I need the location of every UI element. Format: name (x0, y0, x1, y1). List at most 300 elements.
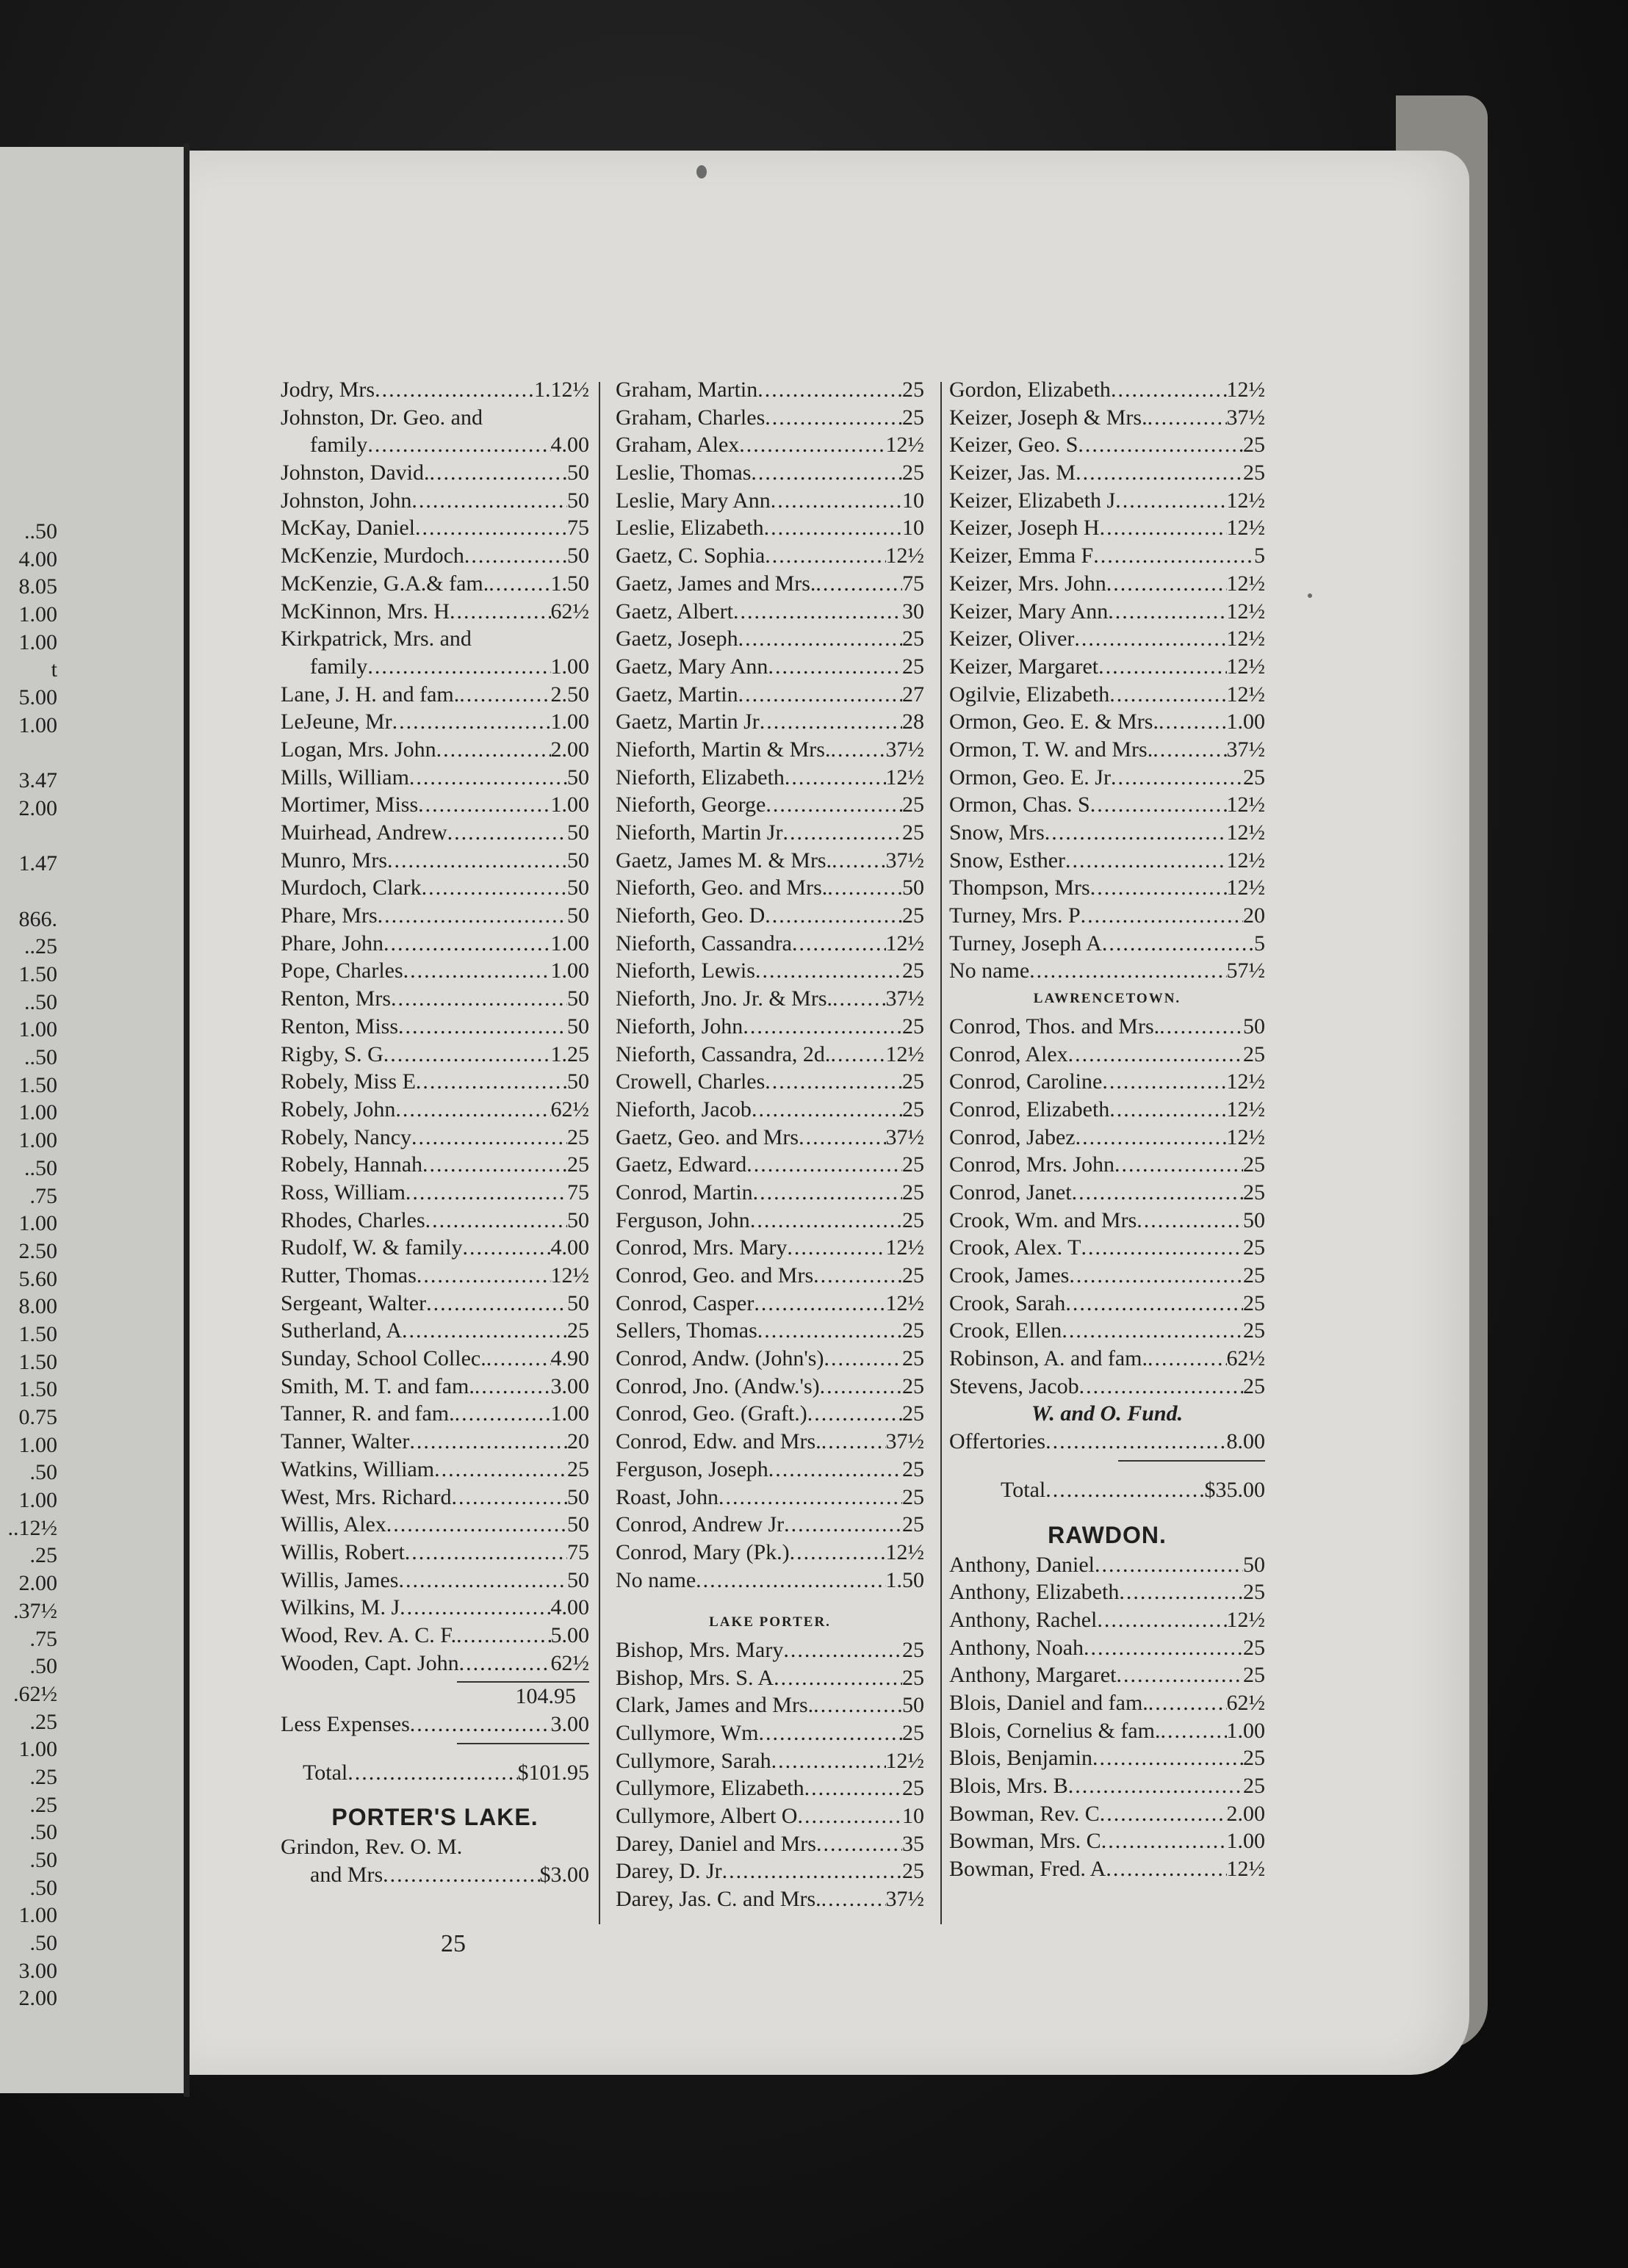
total-amount: $101.95 (517, 1760, 589, 1785)
ledger-entry (281, 376, 589, 404)
entry-amount: 1.00 (1226, 709, 1265, 734)
facing-amount: 1.00 (18, 1432, 57, 1457)
lake-porter-heading: LAKE PORTER. (709, 1614, 831, 1630)
entry-name: McKenzie, Murdoch (281, 543, 464, 568)
ledger-entry (281, 487, 589, 515)
entry-name: Renton, Mrs (281, 986, 391, 1011)
entry-amount: 12½ (885, 1539, 924, 1564)
entry-amount: 10 (902, 1804, 924, 1829)
ledger-entry (949, 1373, 1265, 1401)
entry-amount: 12½ (1226, 599, 1265, 624)
ledger-entry (616, 1747, 924, 1775)
entry-name: Blois, Cornelius & fam. (949, 1718, 1161, 1743)
entry-name: Keizer, Geo. S (949, 433, 1078, 458)
entry-name: Rigby, S. G (281, 1041, 383, 1066)
entry-amount: 12½ (1226, 378, 1265, 402)
entry-name: Keizer, Elizabeth J (949, 488, 1116, 513)
ledger-entry (281, 1373, 589, 1401)
entry-name: Gaetz, Edward (616, 1152, 747, 1177)
entry-name: Clark, James and Mrs. (616, 1693, 814, 1718)
entry-amount: 75 (567, 1539, 589, 1564)
entry-name: Conrod, Jno. (Andw.'s) (616, 1373, 820, 1398)
lake-porter-entries (616, 1636, 924, 1913)
facing-amount: 1.50 (18, 962, 57, 986)
entry-amount: 12½ (1226, 654, 1265, 679)
ledger-entry (949, 542, 1265, 570)
facing-amount: 1.47 (18, 851, 57, 876)
ledger-entry (281, 570, 589, 598)
entry-amount: 25 (1243, 1235, 1265, 1260)
entry-name: Robely, John (281, 1097, 396, 1122)
entry-amount: 12½ (885, 433, 924, 458)
ledger-entry (949, 1234, 1265, 1262)
entry-amount: 12½ (1226, 1857, 1265, 1882)
entry-amount: 1.00 (1226, 1718, 1265, 1743)
facing-amount: 1.00 (18, 602, 57, 627)
entry-amount: 4.90 (550, 1346, 589, 1371)
offertories-amount: 8.00 (1226, 1429, 1265, 1454)
entry-name: Keizer, Joseph & Mrs. (949, 405, 1148, 430)
ledger-entry (281, 1234, 589, 1262)
entry-amount: 37½ (885, 848, 924, 873)
entry-amount: 25 (1243, 765, 1265, 790)
ledger-entry (281, 1317, 589, 1345)
entry-amount: 4.00 (550, 1595, 589, 1620)
entry-amount: 50 (567, 1512, 589, 1537)
entry-amount: 25 (902, 1401, 924, 1426)
entry-name: Nieforth, Martin & Mrs. (616, 737, 831, 762)
entry-name: Roast, John (616, 1484, 719, 1509)
entry-amount: 25 (567, 1152, 589, 1177)
entry-name: Murdoch, Clark (281, 875, 422, 900)
ledger-entry (281, 1511, 589, 1539)
entry-amount: 25 (902, 1152, 924, 1177)
facing-amount: .62½ (13, 1681, 57, 1706)
facing-amount: 3.47 (18, 768, 57, 793)
entry-amount: 50 (567, 903, 589, 928)
facing-amount: 2.50 (18, 1238, 57, 1263)
ledger-entry (616, 1013, 924, 1041)
ledger-entry (616, 653, 924, 681)
facing-amount: ..50 (24, 519, 57, 543)
facing-amount (0, 740, 57, 768)
entry-amount: 1.00 (1226, 1829, 1265, 1854)
ledger-entry (281, 431, 589, 459)
entry-amount: 25 (1243, 433, 1265, 458)
ledger-entry (616, 1041, 924, 1069)
entry-amount: 25 (902, 1207, 924, 1232)
entry-amount: 25 (902, 1637, 924, 1662)
entry-amount: 50 (567, 848, 589, 873)
entry-name: Nieforth, Jacob (616, 1097, 752, 1122)
entry-name: Mortimer, Miss (281, 792, 419, 817)
entry-name: Anthony, Elizabeth (949, 1580, 1120, 1605)
entry-name: No name (616, 1567, 696, 1592)
entry-name: Conrod, Mrs. John (949, 1152, 1115, 1177)
entry-name: Leslie, Elizabeth (616, 516, 764, 541)
column-2-entries (616, 376, 924, 1594)
entry-amount: 1.00 (550, 709, 589, 734)
entry-name: Ferguson, John (616, 1207, 750, 1232)
lawrencetown-heading: LAWRENCETOWN. (1033, 991, 1181, 1007)
entry-name: Crook, Wm. and Mrs (949, 1207, 1137, 1232)
entry-name: Nieforth, Cassandra, 2d. (616, 1041, 831, 1066)
entry-name: Conrod, Jabez (949, 1124, 1076, 1149)
entry-amount: 50 (567, 875, 589, 900)
entry-amount: 25 (902, 1512, 924, 1537)
entry-amount: 25 (1243, 461, 1265, 485)
entry-amount: 1.00 (550, 931, 589, 956)
ledger-entry (616, 985, 924, 1013)
facing-amount: 1.00 (18, 1128, 57, 1153)
ledger-entry (949, 681, 1265, 709)
ledger-entry (281, 1345, 589, 1373)
entry-name: Conrod, Edw. and Mrs. (616, 1429, 821, 1454)
entry-name: Turney, Mrs. P (949, 903, 1081, 928)
entry-name: Ogilvie, Elizabeth (949, 682, 1110, 707)
entry-amount: 5.00 (550, 1622, 589, 1647)
ledger-entry (281, 957, 589, 985)
ledger-entry (949, 1772, 1265, 1800)
entry-amount: 2.00 (550, 737, 589, 762)
facing-amount: .50 (29, 1654, 57, 1679)
entry-name: Watkins, William (281, 1456, 435, 1481)
ledger-entry (616, 542, 924, 570)
facing-amount: ..25 (24, 934, 57, 959)
entry-name: Gaetz, Albert (616, 599, 733, 624)
entry-name: Gaetz, Joseph (616, 626, 738, 651)
entry-name: Johnston, Dr. Geo. and (281, 405, 483, 430)
ledger-entry (616, 1774, 924, 1802)
ledger-entry (616, 1345, 924, 1373)
entry-amount: 4.00 (550, 1235, 589, 1260)
entry-amount: 10 (902, 516, 924, 541)
entry-amount: 37½ (885, 737, 924, 762)
ledger-entry (281, 1151, 589, 1179)
ledger-entry (616, 902, 924, 930)
entry-amount: 50 (902, 1693, 924, 1718)
ledger-entry (949, 431, 1265, 459)
entry-amount: 12½ (885, 765, 924, 790)
entry-amount: 12½ (1226, 516, 1265, 541)
entry-name: McKinnon, Mrs. H (281, 599, 450, 624)
entry-amount: 50 (1243, 1552, 1265, 1577)
entry-name: Keizer, Jas. M (949, 461, 1076, 485)
ledger-entry (949, 736, 1265, 764)
entry-name: Ormon, Geo. E. & Mrs. (949, 709, 1159, 734)
ledger-entry (949, 1290, 1265, 1318)
wo-total-row (949, 1476, 1265, 1504)
entry-name: Robinson, A. and fam. (949, 1346, 1148, 1371)
facing-amount: 2.00 (18, 1571, 57, 1596)
entry-amount: 25 (902, 1859, 924, 1884)
ledger-entry (616, 1373, 924, 1401)
ledger-entry (949, 1717, 1265, 1745)
ledger-entry (281, 1539, 589, 1567)
ledger-entry (949, 1551, 1265, 1579)
ledger-entry (616, 1456, 924, 1484)
facing-amount: 1.50 (18, 1072, 57, 1097)
entry-amount: 25 (1243, 1774, 1265, 1798)
entry-name: Ormon, Geo. E. Jr (949, 765, 1111, 790)
entry-amount: 25 (902, 1014, 924, 1039)
ledger-entry (949, 1606, 1265, 1634)
entry-name: Gaetz, James and Mrs. (616, 571, 816, 596)
entry-name: Blois, Benjamin (949, 1746, 1092, 1771)
entry-name: Anthony, Margaret (949, 1663, 1117, 1688)
ledger-entry (281, 404, 589, 432)
entry-name: Willis, Robert (281, 1539, 405, 1564)
entry-name: Logan, Mrs. John (281, 737, 436, 762)
entry-amount: 25 (1243, 1263, 1265, 1288)
entry-name: Keizer, Oliver (949, 626, 1075, 651)
facing-amount: .25 (29, 1764, 57, 1789)
ledger-entry (949, 1634, 1265, 1662)
entry-name: family (310, 433, 368, 458)
ledger-entry (281, 1179, 589, 1207)
entry-amount: 1.00 (550, 792, 589, 817)
ledger-entry (281, 819, 589, 847)
ledger-entry (616, 1428, 924, 1456)
entry-amount: 57½ (1226, 958, 1265, 983)
facing-amount: 1.50 (18, 1321, 57, 1346)
facing-amount: 1.00 (18, 1211, 57, 1236)
entry-amount: 25 (902, 1484, 924, 1509)
ledger-entry (949, 1151, 1265, 1179)
entry-amount: 5 (1254, 543, 1265, 568)
entry-amount: 37½ (885, 986, 924, 1011)
entry-name: Gaetz, Geo. and Mrs (616, 1124, 799, 1149)
ledger-entry (616, 957, 924, 985)
entry-amount: 25 (567, 1124, 589, 1149)
ledger-entry (616, 459, 924, 487)
ledger-entry (281, 1400, 589, 1428)
entry-name: Graham, Alex (616, 433, 740, 458)
facing-amount: 8.00 (18, 1294, 57, 1319)
entry-amount: 50 (567, 1290, 589, 1315)
ledger-entry (949, 487, 1265, 515)
ledger-entry (281, 1484, 589, 1512)
porters-lake-heading: PORTER'S LAKE. (331, 1804, 539, 1831)
entry-amount: 75 (567, 516, 589, 541)
ledger-entry (281, 791, 589, 819)
entry-amount: 25 (902, 820, 924, 845)
facing-amount: .37½ (13, 1598, 57, 1623)
less-expenses-label: Less Expenses (281, 1712, 410, 1736)
entry-amount: 28 (902, 709, 924, 734)
ledger-entry (281, 625, 589, 653)
ledger-entry (281, 1041, 589, 1069)
ledger-entry (281, 1013, 589, 1041)
entry-amount: 25 (902, 1721, 924, 1745)
entry-name: Darey, D. Jr (616, 1859, 722, 1884)
entry-name: Darey, Jas. C. and Mrs. (616, 1887, 821, 1912)
entry-name: Conrod, Thos. and Mrs. (949, 1014, 1160, 1039)
ledger-entry (616, 764, 924, 792)
ledger-entry (949, 1207, 1265, 1235)
facing-amount (0, 878, 57, 906)
entry-name: Snow, Mrs (949, 820, 1045, 845)
facing-amount: 1.00 (18, 1903, 57, 1928)
ledger-entry (616, 1317, 924, 1345)
lawrencetown-entries (949, 1013, 1265, 1401)
entry-amount: 25 (902, 903, 924, 928)
entry-name: Lane, J. H. and fam. (281, 682, 460, 707)
entry-name: Conrod, Andrew Jr (616, 1512, 785, 1537)
entry-amount: 50 (567, 543, 589, 568)
entry-amount: 25 (902, 1318, 924, 1343)
entry-amount: 1.00 (550, 654, 589, 679)
entry-amount: 50 (567, 1567, 589, 1592)
column-2 (616, 376, 924, 1913)
entry-amount: 25 (1243, 1580, 1265, 1605)
entry-name: Graham, Martin (616, 378, 758, 402)
entry-name: Conrod, Mary (Pk.) (616, 1539, 790, 1564)
entry-amount: 50 (567, 1069, 589, 1094)
entry-name: Nieforth, George (616, 792, 766, 817)
entry-amount: 12½ (885, 1041, 924, 1066)
ledger-entry (616, 1179, 924, 1207)
entry-amount: 1.50 (550, 571, 589, 596)
entry-name: Cullymore, Albert O (616, 1804, 798, 1829)
wo-fund-heading: W. and O. Fund. (1031, 1401, 1184, 1426)
entry-name: Keizer, Margaret (949, 654, 1099, 679)
facing-amount: .50 (29, 1875, 57, 1900)
ledger-entry (281, 708, 589, 736)
ledger-entry (616, 847, 924, 875)
ledger-entry (949, 1345, 1265, 1373)
less-expenses-amount: 3.00 (550, 1712, 589, 1736)
entry-name: Darey, Daniel and Mrs (616, 1831, 816, 1856)
entry-name: Conrod, Mrs. Mary (616, 1235, 788, 1260)
entry-name: Conrod, Geo. and Mrs (616, 1263, 814, 1288)
entry-name: Johnston, David. (281, 461, 430, 485)
ledger-entry (949, 1179, 1265, 1207)
entry-amount: 25 (902, 1665, 924, 1690)
entry-amount: 12½ (1226, 626, 1265, 651)
entry-name: Sergeant, Walter (281, 1290, 427, 1315)
entry-name: Keizer, Mary Ann (949, 599, 1109, 624)
ledger-entry (616, 404, 924, 432)
facing-amount: .50 (29, 1820, 57, 1845)
entry-name: Jodry, Mrs (281, 378, 375, 402)
entry-name: Anthony, Daniel (949, 1552, 1095, 1577)
facing-amount: .25 (29, 1709, 57, 1734)
rawdon-heading: RAWDON. (1048, 1521, 1167, 1548)
entry-name: LeJeune, Mr (281, 709, 392, 734)
facing-amount: 2.00 (18, 795, 57, 820)
entry-amount: 50 (567, 461, 589, 485)
entry-name: Willis, Alex (281, 1512, 386, 1537)
ledger-entry (949, 764, 1265, 792)
ink-smudge (696, 165, 707, 178)
ledger-entry (281, 930, 589, 958)
entry-amount: 25 (902, 378, 924, 402)
facing-amount: 2.00 (18, 1986, 57, 2011)
entry-name: Nieforth, Lewis (616, 958, 755, 983)
facing-amount: ..50 (24, 1155, 57, 1180)
facing-amount: t (51, 657, 57, 682)
facing-page (0, 147, 187, 2093)
ledger-entry (616, 930, 924, 958)
grindon-amount: $3.00 (539, 1863, 589, 1888)
column-divider-2 (940, 382, 942, 1924)
entry-amount: 37½ (885, 1429, 924, 1454)
facing-amount: .50 (29, 1931, 57, 1956)
entry-amount: 62½ (1226, 1690, 1265, 1715)
entry-name: Conrod, Elizabeth (949, 1097, 1110, 1122)
entry-name: Crowell, Charles (616, 1069, 766, 1094)
ledger-entry (949, 1096, 1265, 1124)
ledger-entry (616, 681, 924, 709)
ledger-entry (616, 1691, 924, 1719)
grindon-name: Grindon, Rev. O. M. (281, 1835, 463, 1860)
entry-name: Sellers, Thomas (616, 1318, 757, 1343)
entry-amount: 25 (902, 1373, 924, 1398)
ledger-entry (616, 376, 924, 404)
ledger-entry (281, 985, 589, 1013)
ledger-entry (949, 791, 1265, 819)
ledger-entry (949, 1855, 1265, 1883)
entry-name: Nieforth, John (616, 1014, 743, 1039)
ink-smudge (1308, 593, 1312, 598)
ledger-entry (949, 514, 1265, 542)
entry-name: Munro, Mrs (281, 848, 388, 873)
entry-amount: 25 (1243, 1041, 1265, 1066)
entry-name: Phare, John (281, 931, 383, 956)
entry-name: family (310, 654, 368, 679)
ledger-entry (616, 1511, 924, 1539)
entry-name: Blois, Mrs. B (949, 1774, 1068, 1798)
entry-amount: 27 (902, 682, 924, 707)
ledger-entry (616, 1234, 924, 1262)
entry-amount: 50 (1243, 1207, 1265, 1232)
ledger-entry (949, 376, 1265, 404)
entry-name: Nieforth, Martin Jr (616, 820, 783, 845)
entry-name: Conrod, Caroline (949, 1069, 1103, 1094)
entry-amount: 25 (902, 1097, 924, 1122)
entry-name: Crook, James (949, 1263, 1070, 1288)
entry-amount: 25 (902, 461, 924, 485)
book-gutter (184, 143, 190, 2097)
entry-name: No name (949, 958, 1030, 983)
wo-total-label: Total (1001, 1477, 1046, 1502)
entry-amount: 12½ (1226, 1607, 1265, 1632)
entry-name: Snow, Esther (949, 848, 1066, 873)
ledger-entry (949, 930, 1265, 958)
facing-amount: 3.00 (18, 1958, 57, 1983)
entry-amount: 37½ (1226, 737, 1265, 762)
entry-name: Conrod, Alex (949, 1041, 1068, 1066)
page-number: 25 (441, 1930, 466, 1957)
grindon-name-cont: and Mrs (310, 1863, 383, 1888)
ledger-entry (949, 1578, 1265, 1606)
entry-name: Crook, Alex. T (949, 1235, 1081, 1260)
ledger-entry (616, 1484, 924, 1512)
ledger-entry (949, 1124, 1265, 1152)
rawdon-entries (949, 1551, 1265, 1883)
entry-name: Gaetz, Mary Ann (616, 654, 768, 679)
ledger-entry (616, 431, 924, 459)
column-1 (281, 376, 589, 1889)
entry-name: Leslie, Thomas (616, 461, 752, 485)
entry-amount: 12½ (1226, 1069, 1265, 1094)
ledger-entry (616, 1262, 924, 1290)
ledger-entry (281, 764, 589, 792)
ledger-entry (616, 1068, 924, 1096)
entry-amount: 25 (567, 1456, 589, 1481)
entry-name: Conrod, Martin (616, 1180, 753, 1205)
